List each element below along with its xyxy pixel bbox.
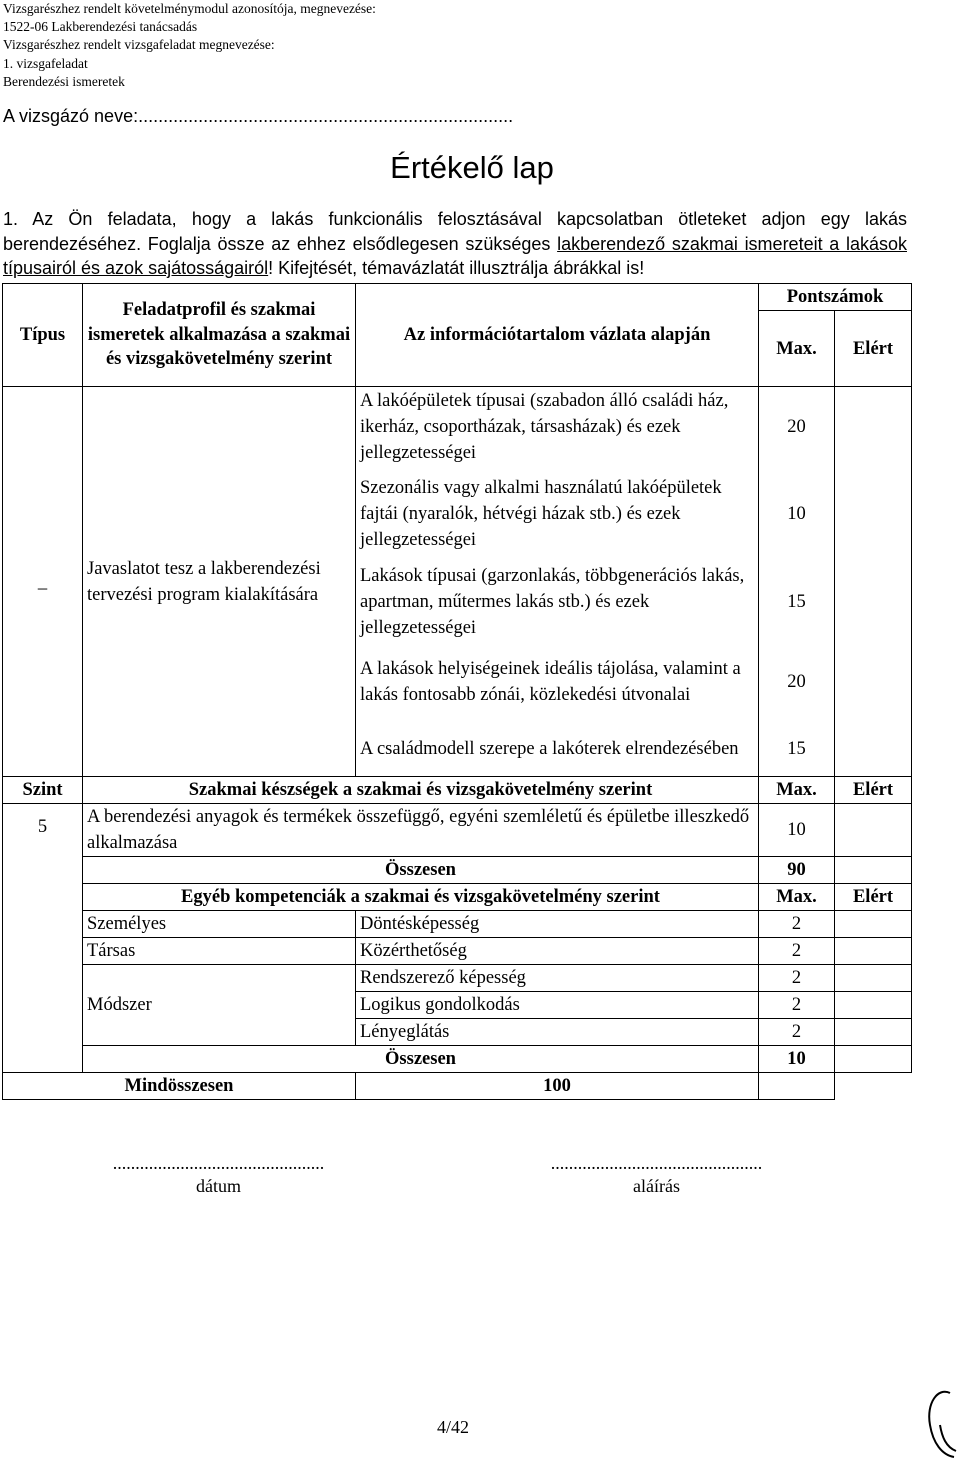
outline-item: A lakások helyiségeinek ideális tájolása, valamint a lakás fontosabb zónái, közlekedési útvonalai	[356, 642, 759, 722]
grand-total-label: Mindösszesen	[3, 1073, 356, 1100]
header-line: Berendezési ismeretek	[3, 73, 125, 89]
skills-achieved-header: Elért	[835, 777, 912, 804]
competency-max: 2	[759, 992, 835, 1019]
type-header: Típus	[3, 284, 83, 387]
competency-achieved	[835, 1019, 912, 1046]
profile-value: Javaslatot tesz a lakberendezési tervezési program kialakítására	[83, 387, 356, 777]
max-header: Max.	[759, 311, 835, 387]
skill-points: 10	[759, 804, 835, 857]
item-max: 15	[759, 562, 835, 642]
header-line: Vizsgarészhez rendelt vizsgafeladat megnevezése:	[3, 37, 275, 53]
grand-total-achieved	[759, 1073, 835, 1100]
subtotal-value: 10	[759, 1046, 835, 1073]
competency-skill: Rendszerező képesség	[356, 965, 759, 992]
subtotal-label: Összesen	[83, 1046, 759, 1073]
task-text-before: 1. Az Ön feladata, hogy a lakás funkcionális felosztásával kapcsolatban ötleteket adjon egy lakás berendezéséhez. Foglalja össze az ehhez elsődlegesen szükséges	[3, 209, 907, 254]
skill-achieved	[835, 804, 912, 857]
type-value: _	[3, 387, 83, 777]
competency-max: 2	[759, 911, 835, 938]
item-achieved	[835, 387, 912, 777]
item-max: 10	[759, 467, 835, 562]
page-number: 4/42	[436, 1417, 469, 1437]
header-line: 1522-06 Lakberendezési tanácsadás	[3, 19, 198, 35]
competency-achieved	[835, 911, 912, 938]
skill-level: 5	[3, 804, 83, 1073]
level-header: Szint	[3, 777, 83, 804]
competency-achieved	[835, 992, 912, 1019]
competency-category: Személyes	[83, 911, 356, 938]
competency-skill: Közérthetőség	[356, 938, 759, 965]
date-signature	[86, 1153, 351, 1197]
skill-text: A berendezési anyagok és termékek összefüggő, egyéni szemléletű és épületbe illeszkedő alkalmazása	[83, 804, 759, 857]
skills-max-header: Max.	[759, 777, 835, 804]
page-title-text: Értékelő lap	[390, 150, 554, 185]
signature-label: aláírás	[633, 1176, 680, 1196]
competency-skill: Lényeglátás	[356, 1019, 759, 1046]
skills-header: Szakmai készségek a szakmai és vizsgakövetelmény szerint	[83, 777, 759, 804]
subtotal-achieved	[835, 857, 912, 884]
date-dots: ...............................................	[112, 1153, 325, 1173]
task-text-underlined: lakberendező szakmai ismereteit a lakások típusairól és azok sajátosságairól	[3, 233, 907, 278]
task-text-after: ! Kifejtését, témavázlatát illusztrálja ábrákkal is!	[268, 258, 645, 278]
task-description	[3, 207, 907, 281]
signature-dots: ...............................................	[550, 1153, 763, 1173]
competency-max: 2	[759, 938, 835, 965]
evaluation-table	[2, 283, 912, 1100]
item-max: 20	[759, 387, 835, 467]
outline-item: Lakások típusai (garzonlakás, többgenerációs lakás, apartman, műtermes lakás stb.) és ezek jellegzetességei	[356, 562, 759, 642]
competency-achieved	[835, 965, 912, 992]
competency-category: Módszer	[83, 965, 356, 1046]
subtotal-achieved	[835, 1046, 912, 1073]
item-max: 20	[759, 642, 835, 722]
page-title	[0, 150, 960, 186]
signature-block	[524, 1153, 789, 1197]
other-achieved-header: Elért	[835, 884, 912, 911]
date-label: dátum	[196, 1176, 241, 1196]
outline-item: A lakóépületek típusai (szabadon álló családi ház, ikerház, csoportházak, társasházak) és ezek jellegzetességei	[356, 387, 759, 467]
examinee-name-field: A vizsgázó neve:...........................................................................	[3, 106, 514, 126]
document-header	[3, 0, 376, 91]
competency-skill: Döntésképesség	[356, 911, 759, 938]
other-competencies-header: Egyéb kompetenciák a szakmai és vizsgakövetelmény szerint	[83, 884, 759, 911]
subtotal-value: 90	[759, 857, 835, 884]
outline-header: Az információtartalom vázlata alapján	[356, 284, 759, 387]
competency-category: Társas	[83, 938, 356, 965]
header-line: Vizsgarészhez rendelt követelménymodul azonosítója, megnevezése:	[3, 1, 376, 16]
competency-max: 2	[759, 965, 835, 992]
achieved-header: Elért	[835, 311, 912, 387]
competency-skill: Logikus gondolkodás	[356, 992, 759, 1019]
item-max: 15	[759, 722, 835, 777]
grand-total-value: 100	[356, 1073, 759, 1100]
subtotal-label: Összesen	[83, 857, 759, 884]
header-line: 1. vizsgafeladat	[3, 55, 88, 71]
other-max-header: Max.	[759, 884, 835, 911]
competency-achieved	[835, 938, 912, 965]
outline-item: A családmodell szerepe a lakóterek elrendezésében	[356, 722, 759, 777]
competency-max: 2	[759, 1019, 835, 1046]
points-header: Pontszámok	[759, 284, 912, 311]
handwritten-initial	[920, 1385, 960, 1463]
outline-item: Szezonális vagy alkalmi használatú lakóépületek fajtái (nyaralók, hétvégi házak stb.) és ezek jellegzetességei	[356, 467, 759, 562]
profile-header: Feladatprofil és szakmai ismeretek alkalmazása a szakmai és vizsgakövetelmény szerint	[83, 284, 356, 387]
